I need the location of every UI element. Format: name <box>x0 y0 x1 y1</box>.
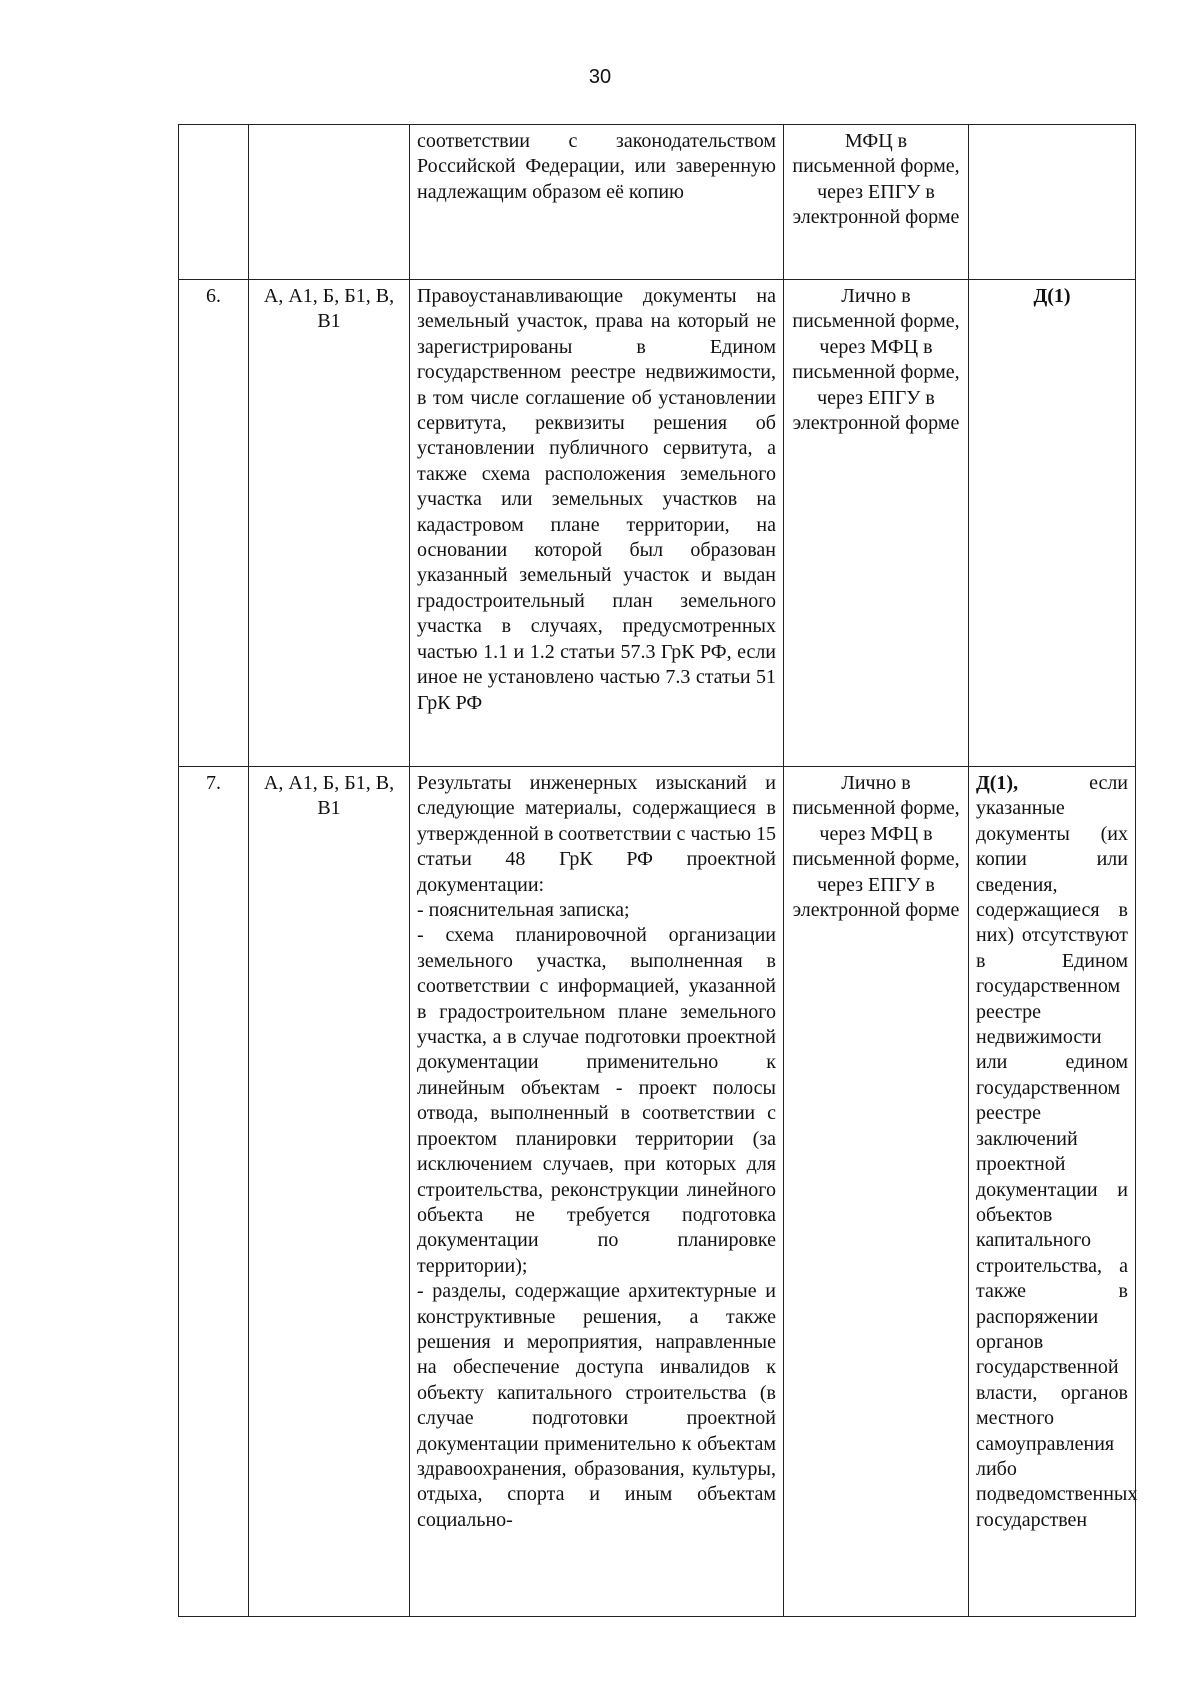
row-documents: соответствии с законодательством Российской Федерации, или заверенную надлежащим образом её копию <box>410 125 784 280</box>
note-code: Д(1), <box>976 772 1019 794</box>
note-text: если указанные документы (их копии или сведения, содержащиеся в них) отсутствуют в Едином государственном реестре недвижимости или едином государственном реестре заключений проектной документации и объектов капитального строительства, а также в распоряжении органов государственной власти, органов местного самоуправления либо подведомственных государствен <box>976 772 1138 1531</box>
table-row <box>179 767 1136 1617</box>
document-list-item: - схема планировочной организации земельного участка, выполненная в соответствии с информацией, указанной в градостроительном плане земельного участка, а в случае подготовки проектной документации применительно к линейным объектам - проект полосы отвода, выполненный в соответствии с проектом планировки территории (за исключением случаев, при которых для строительства, реконструкции линейного объекта не требуется подготовка документации по планировке территории); <box>417 924 776 1277</box>
row-submission-method: Лично в письменной форме, через МФЦ в письменной форме, через ЕПГУ в электронной форме <box>784 767 969 1617</box>
row-categories: А, А1, Б, Б1, В, В1 <box>249 767 410 1617</box>
row-documents: Правоустанавливающие документы на земельный участок, права на который не зарегистрированы в Едином государственном реестре недвижимости, в том числе соглашение об установлении сервитута, реквизиты решения об установлении публичного сервитута, а также схема расположения земельного участка или земельных участков на кадастровом плане территории, на основании которой был образован указанный земельный участок и выдан градостроительный план земельного участка в случаях, предусмотренных частью 1.1 и 1.2 статьи 57.3 ГрК РФ, если иное не установлено частью 7.3 статьи 51 ГрК РФ <box>410 280 784 767</box>
documents-table <box>178 124 1136 1617</box>
row-number <box>179 125 249 280</box>
document-list-item: - разделы, содержащие архитектурные и конструктивные решения, а также решения и мероприятия, направленные на обеспечение доступа инвалидов к объекту капитального строительства (в случае подготовки проектной документации применительно к объектам здравоохранения, образования, культуры, отдыха, спорта и иным объектам социально- <box>417 1280 776 1531</box>
row-categories <box>249 125 410 280</box>
row-documents <box>410 767 784 1617</box>
row-submission-method: Лично в письменной форме, через МФЦ в письменной форме, через ЕПГУ в электронной форме <box>784 280 969 767</box>
row-number: 6. <box>179 280 249 767</box>
page-number: 30 <box>588 66 612 88</box>
row-categories: А, А1, Б, Б1, В, В1 <box>249 280 410 767</box>
row-submission-method: МФЦ в письменной форме, через ЕПГУ в электронной форме <box>784 125 969 280</box>
table-row <box>179 280 1136 767</box>
row-note <box>969 767 1136 1617</box>
table-row <box>179 125 1136 280</box>
row-number: 7. <box>179 767 249 1617</box>
document-paragraph: Результаты инженерных изысканий и следующие материалы, содержащиеся в утвержденной в соответствии с частью 15 статьи 48 ГрК РФ проектной документации: <box>417 772 776 896</box>
row-note <box>969 125 1136 280</box>
row-note: Д(1) <box>969 280 1136 767</box>
document-list-item: - пояснительная записка; <box>417 899 630 922</box>
